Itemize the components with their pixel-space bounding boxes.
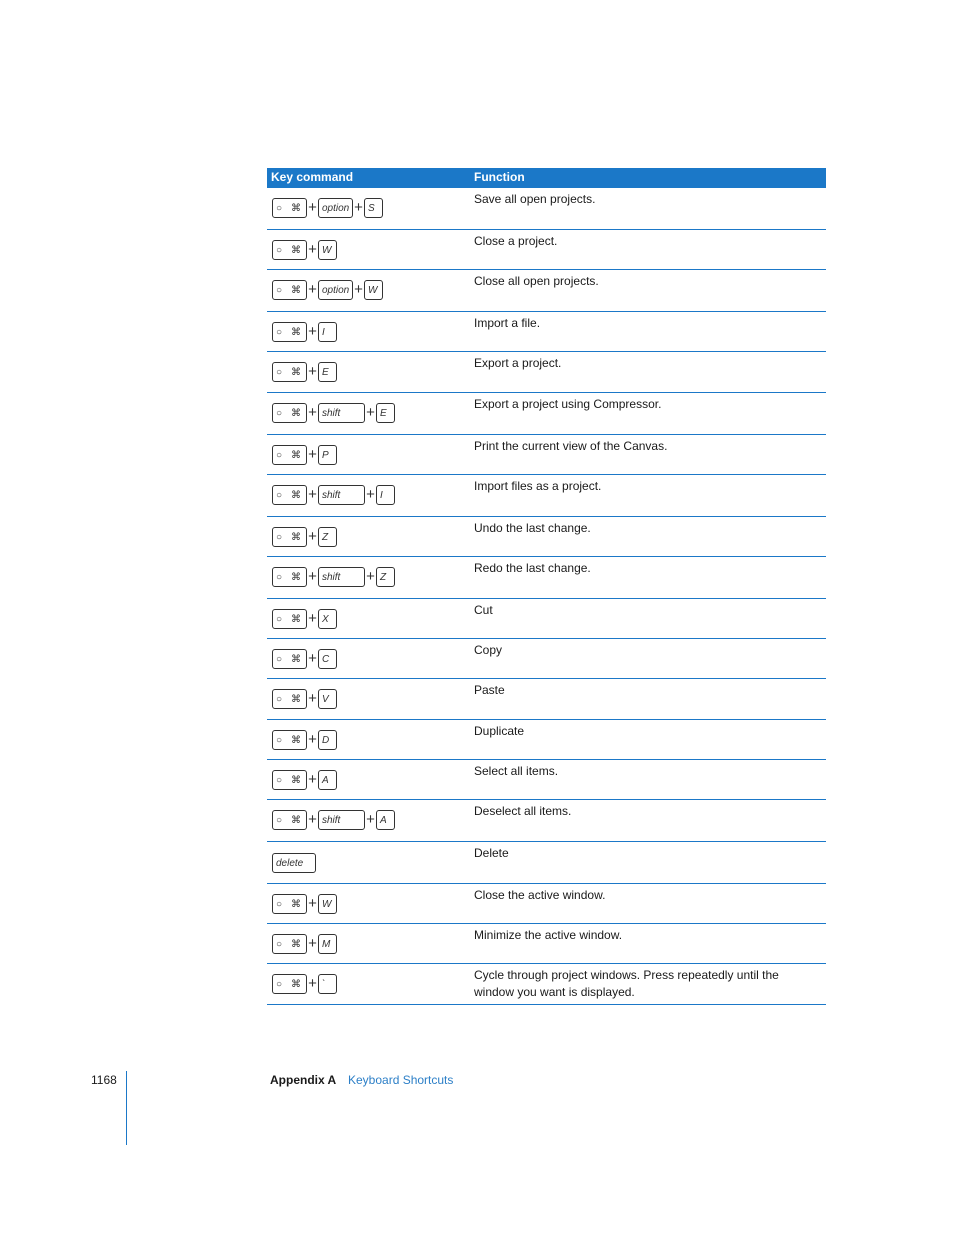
apple-icon: ○: [276, 202, 283, 214]
command-icon: ⌘: [291, 449, 301, 461]
apple-icon: ○: [276, 326, 283, 338]
plus-sign: +: [354, 199, 363, 216]
command-key: [272, 730, 307, 750]
plus-sign: +: [308, 690, 317, 707]
table-row: [267, 720, 826, 760]
command-key: [272, 770, 307, 790]
plus-sign: +: [308, 771, 317, 788]
plus-sign: +: [308, 486, 317, 503]
apple-icon: ○: [276, 244, 283, 256]
plus-sign: +: [308, 363, 317, 380]
key-combination: [272, 932, 337, 956]
command-key: [272, 322, 307, 342]
command-icon: ⌘: [291, 407, 301, 419]
letter-key: P: [318, 445, 337, 465]
command-icon: ⌘: [291, 531, 301, 543]
plus-sign: +: [308, 281, 317, 298]
command-key: [272, 403, 307, 423]
letter-key: S: [364, 198, 383, 218]
apple-icon: ○: [276, 734, 283, 746]
key-combination: [272, 851, 316, 875]
table-body: [267, 188, 826, 1005]
table-row: [267, 557, 826, 599]
command-icon: ⌘: [291, 978, 301, 990]
plus-sign: +: [308, 323, 317, 340]
option-key: option: [318, 280, 353, 300]
table-row: [267, 964, 826, 1005]
command-icon: ⌘: [291, 366, 301, 378]
command-icon: ⌘: [291, 284, 301, 296]
table-row: [267, 435, 826, 475]
letter-key: Z: [318, 527, 337, 547]
header-key-command: Key command: [271, 170, 354, 184]
function-description: Duplicate: [474, 724, 525, 738]
shortcut-table: [267, 168, 826, 1005]
command-icon: ⌘: [291, 202, 301, 214]
command-key: [272, 280, 307, 300]
apple-icon: ○: [276, 774, 283, 786]
table-row: [267, 230, 826, 270]
command-key: [272, 445, 307, 465]
command-key: [272, 974, 307, 994]
letter-key: X: [318, 609, 337, 629]
table-row: [267, 352, 826, 393]
apple-icon: ○: [276, 571, 283, 583]
plus-sign: +: [308, 446, 317, 463]
shift-key: shift: [318, 567, 365, 587]
command-key: [272, 894, 307, 914]
letter-key: E: [376, 403, 395, 423]
plus-sign: +: [308, 731, 317, 748]
plus-sign: +: [308, 811, 317, 828]
apple-icon: ○: [276, 814, 283, 826]
plus-sign: +: [308, 610, 317, 627]
table-row: [267, 639, 826, 679]
letter-key: D: [318, 730, 337, 750]
appendix-title-link[interactable]: Keyboard Shortcuts: [348, 1073, 454, 1087]
shift-key: shift: [318, 403, 365, 423]
key-combination: [272, 687, 337, 711]
table-row: [267, 393, 826, 435]
table-row: [267, 842, 826, 884]
letter-key: Z: [376, 567, 395, 587]
apple-icon: ○: [276, 489, 283, 501]
key-combination: [272, 196, 383, 220]
apple-icon: ○: [276, 938, 283, 950]
letter-key: V: [318, 689, 337, 709]
plus-sign: +: [308, 975, 317, 992]
command-icon: ⌘: [291, 938, 301, 950]
table-row: [267, 312, 826, 352]
function-description: Cut: [474, 603, 493, 617]
command-key: [272, 527, 307, 547]
table-header: [267, 168, 826, 188]
key-combination: [272, 238, 337, 262]
function-description: Undo the last change.: [474, 521, 591, 535]
option-key: option: [318, 198, 353, 218]
plus-sign: +: [366, 404, 375, 421]
plus-sign: +: [308, 241, 317, 258]
apple-icon: ○: [276, 407, 283, 419]
key-combination: [272, 728, 337, 752]
command-key: [272, 609, 307, 629]
command-icon: ⌘: [291, 693, 301, 705]
key-combination: [272, 647, 337, 671]
key-combination: [272, 607, 337, 631]
letter-key: W: [364, 280, 383, 300]
table-row: [267, 884, 826, 924]
plus-sign: +: [308, 528, 317, 545]
function-description: Export a project.: [474, 356, 562, 370]
key-combination: [272, 278, 383, 302]
table-row: [267, 924, 826, 964]
command-icon: ⌘: [291, 571, 301, 583]
footer-rule: [126, 1071, 127, 1145]
command-icon: ⌘: [291, 774, 301, 786]
command-key: [272, 810, 307, 830]
function-description: Import a file.: [474, 316, 541, 330]
function-description: Paste: [474, 683, 505, 697]
shift-key: shift: [318, 810, 365, 830]
letter-key: E: [318, 362, 337, 382]
key-combination: [272, 443, 337, 467]
function-description: Print the current view of the Canvas.: [474, 439, 668, 453]
function-description: Delete: [474, 846, 509, 860]
apple-icon: ○: [276, 531, 283, 543]
command-key: [272, 567, 307, 587]
command-icon: ⌘: [291, 734, 301, 746]
command-key: [272, 689, 307, 709]
plus-sign: +: [308, 404, 317, 421]
plus-sign: +: [308, 895, 317, 912]
key-combination: [272, 768, 337, 792]
command-key: [272, 649, 307, 669]
command-icon: ⌘: [291, 489, 301, 501]
letter-key: I: [376, 485, 395, 505]
function-description: Close a project.: [474, 234, 558, 248]
command-icon: ⌘: [291, 244, 301, 256]
command-icon: ⌘: [291, 814, 301, 826]
apple-icon: ○: [276, 898, 283, 910]
function-description: Import files as a project.: [474, 479, 602, 493]
key-combination: [272, 360, 337, 384]
letter-key: C: [318, 649, 337, 669]
command-key: [272, 362, 307, 382]
letter-key: M: [318, 934, 337, 954]
letter-key: W: [318, 240, 337, 260]
plus-sign: +: [366, 568, 375, 585]
function-description: Close all open projects.: [474, 274, 599, 288]
table-row: [267, 475, 826, 517]
apple-icon: ○: [276, 449, 283, 461]
function-description: Cycle through project windows. Press repeatedly until the window you want is displayed.: [474, 968, 779, 999]
apple-icon: ○: [276, 366, 283, 378]
command-key: [272, 934, 307, 954]
table-row: [267, 760, 826, 800]
plus-sign: +: [366, 486, 375, 503]
letter-key: W: [318, 894, 337, 914]
plus-sign: +: [308, 935, 317, 952]
function-description: Select all items.: [474, 764, 559, 778]
function-description: Deselect all items.: [474, 804, 572, 818]
letter-key: I: [318, 322, 337, 342]
letter-key: `: [318, 974, 337, 994]
key-combination: [272, 972, 337, 996]
apple-icon: ○: [276, 693, 283, 705]
table-row: [267, 517, 826, 557]
function-description: Export a project using Compressor.: [474, 397, 662, 411]
letter-key: A: [318, 770, 337, 790]
function-description: Save all open projects.: [474, 192, 596, 206]
key-combination: [272, 320, 337, 344]
command-icon: ⌘: [291, 613, 301, 625]
table-row: [267, 679, 826, 720]
table-row: [267, 270, 826, 312]
function-description: Copy: [474, 643, 503, 657]
apple-icon: ○: [276, 284, 283, 296]
key-combination: [272, 483, 395, 507]
key-combination: [272, 525, 337, 549]
command-key: [272, 240, 307, 260]
plus-sign: +: [308, 650, 317, 667]
delete-key: delete: [272, 853, 316, 873]
key-combination: [272, 808, 395, 832]
plus-sign: +: [308, 568, 317, 585]
command-key: [272, 198, 307, 218]
command-icon: ⌘: [291, 326, 301, 338]
function-description: Minimize the active window.: [474, 928, 623, 942]
plus-sign: +: [354, 281, 363, 298]
apple-icon: ○: [276, 978, 283, 990]
key-combination: [272, 401, 395, 425]
appendix-label: Appendix A: [270, 1073, 337, 1087]
function-description: Close the active window.: [474, 888, 606, 902]
key-combination: [272, 892, 337, 916]
function-description: Redo the last change.: [474, 561, 591, 575]
table-row: [267, 188, 826, 230]
plus-sign: +: [308, 199, 317, 216]
apple-icon: ○: [276, 613, 283, 625]
shift-key: shift: [318, 485, 365, 505]
plus-sign: +: [366, 811, 375, 828]
apple-icon: ○: [276, 653, 283, 665]
command-key: [272, 485, 307, 505]
table-row: [267, 800, 826, 842]
header-function: Function: [474, 170, 525, 184]
table-row: [267, 599, 826, 639]
page-number: 1168: [91, 1073, 117, 1087]
key-combination: [272, 565, 395, 589]
command-icon: ⌘: [291, 653, 301, 665]
command-icon: ⌘: [291, 898, 301, 910]
letter-key: A: [376, 810, 395, 830]
